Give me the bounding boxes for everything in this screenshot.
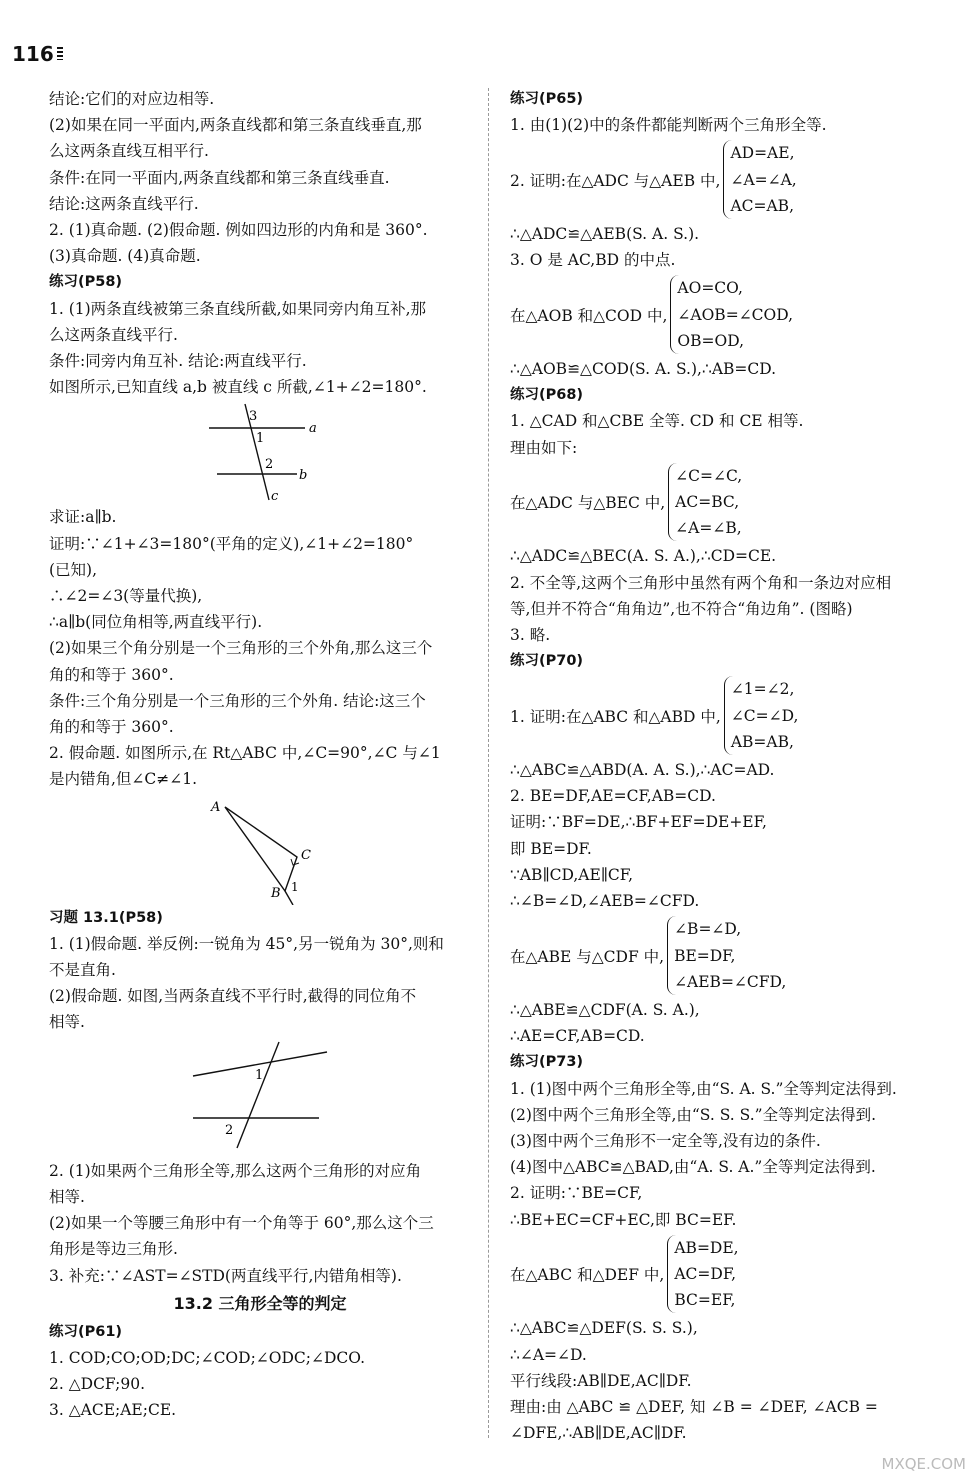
text-line: ∴∠A=∠D. [510, 1345, 587, 1364]
exercise-heading: 练习(P61) [49, 1323, 123, 1340]
exercise-heading: 练习(P70) [510, 653, 584, 670]
brace-row: AC=AB, [730, 196, 795, 215]
watermark: MXQE.COM [881, 1455, 966, 1473]
label-b: b [299, 468, 308, 484]
exercise-heading: 练习(P65) [510, 91, 584, 107]
text-line: (已知), [49, 560, 98, 579]
brace-row: ∠B=∠D, [674, 920, 742, 939]
brace-row: ∠1=∠2, [730, 680, 795, 699]
transversal [237, 1042, 279, 1148]
text-line: 理由:由 △ABC ≌ △DEF, 知 ∠B = ∠DEF, ∠ACB = [510, 1397, 878, 1416]
text-line: ∴△ABC≌△ABD(A. A. S.),∴AC=AD. [510, 761, 775, 780]
text-line: 是内错角,但∠C≠∠1. [49, 770, 198, 789]
text-line: 结论:这两条直线平行. [49, 194, 199, 213]
exercise-heading: 习题 13.1(P58) [49, 909, 163, 926]
text-line: 条件:三个角分别是一个三角形的三个外角. 结论:这三个 [49, 691, 426, 710]
text-line: 1. △CAD 和△CBE 全等. CD 和 CE 相等. [510, 412, 804, 431]
text-line: 2. BE=DF,AE=CF,AB=CD. [510, 787, 716, 806]
brace-system [510, 463, 930, 542]
text-line: 相等. [49, 1013, 85, 1032]
section-title: 13.2 三角形全等的判定 [173, 1293, 347, 1313]
brace-row: AD=AE, [730, 144, 795, 163]
brace-row: OB=OD, [677, 331, 745, 350]
text-line: 角形是等边三角形. [49, 1240, 178, 1259]
column-divider [488, 88, 489, 1438]
exercise-heading: 练习(P68) [510, 387, 584, 404]
exercise-heading: 练习(P73) [510, 1054, 584, 1071]
label-angle-2: 2 [225, 1122, 234, 1138]
label-angle-1: 1 [291, 879, 299, 894]
brace-rows [724, 676, 799, 755]
brace-system [510, 275, 930, 354]
brace-row: AO=CO, [677, 279, 743, 298]
text-line: 相等. [49, 1187, 85, 1206]
text-line: 么这两条直线平行. [49, 325, 178, 344]
text-line: ∴BE+EC=CF+EC,即 BC=EF. [510, 1210, 737, 1229]
text-line: ∠DFE,∴AB∥DE,AC∥DF. [510, 1424, 687, 1443]
text-line: 平行线段:AB∥DE,AC∥DF. [510, 1371, 692, 1390]
brace-row: AB=AB, [730, 732, 794, 751]
text-line: 条件:同旁内角互补. 结论:两直线平行. [49, 352, 307, 371]
text-line: ∴AE=CF,AB=CD. [510, 1027, 645, 1046]
brace-rows [667, 916, 786, 995]
right-column [510, 86, 930, 1446]
text-line: 3. O 是 AC,BD 的中点. [510, 251, 676, 270]
brace-rows [667, 1235, 738, 1314]
text-line: 证明:∵∠1+∠3=180°(平角的定义),∠1+∠2=180° [49, 534, 414, 553]
text-line: 2. (1)如果两个三角形全等,那么这两个三角形的对应角 [49, 1161, 422, 1180]
figure-right-triangle [49, 793, 471, 905]
figure-nonparallel-lines [49, 1036, 471, 1158]
label-angle-1: 1 [255, 1067, 264, 1083]
text-line: (2)假命题. 如图,当两条直线不平行时,截得的同位角不 [49, 987, 417, 1006]
label-angle-1: 1 [256, 431, 265, 447]
text-line: 2. 不全等,这两个三角形中虽然有两个角和一条边对应相 [510, 573, 892, 592]
text-line: 1. 由(1)(2)中的条件都能判断两个三角形全等. [510, 116, 827, 135]
brace-prefix: 在△ADC 与△BEC 中, [510, 494, 666, 513]
brace-row: ∠AEB=∠CFD, [674, 972, 787, 991]
left-column [49, 86, 471, 1424]
brace-row: AB=DE, [674, 1238, 739, 1257]
label-B: B [271, 885, 281, 901]
label-angle-2: 2 [265, 457, 274, 473]
brace-row: ∠C=∠C, [675, 466, 743, 485]
brace-row: ∠AOB=∠COD, [677, 305, 794, 324]
brace-row: AC=BC, [675, 493, 740, 512]
text-line: ∴△ABC≌△DEF(S. S. S.), [510, 1319, 698, 1338]
brace-row: BC=EF, [674, 1291, 736, 1310]
text-line: 等,但并不符合“角角边”,也不符合“角边角”. (图略) [510, 599, 853, 618]
brace-row: BE=DF, [674, 946, 736, 965]
text-line: 不是直角. [49, 961, 116, 980]
exercise-heading: 练习(P58) [49, 274, 123, 291]
text-line: (3)图中两个三角形不一定全等,没有边的条件. [510, 1131, 821, 1150]
brace-system [510, 140, 930, 219]
brace-row: AC=DF, [674, 1264, 737, 1283]
text-line: (3)真命题. (4)真命题. [49, 247, 201, 266]
text-line: ∵AB∥CD,AE∥CF, [510, 865, 634, 884]
text-line: 2. 假命题. 如图所示,在 Rt△ABC 中,∠C=90°,∠C 与∠1 [49, 744, 441, 763]
text-line: (2)如果一个等腰三角形中有一个角等于 60°,那么这个三 [49, 1214, 434, 1233]
brace-row: ∠A=∠B, [675, 519, 742, 538]
brace-prefix: 在△ABC 和△DEF 中, [510, 1266, 665, 1285]
text-line: (4)图中△ABC≌△BAD,由“A. S. A.”全等判定法得到. [510, 1158, 876, 1177]
text-line: ∴∠B=∠D,∠AEB=∠CFD. [510, 892, 700, 911]
brace-rows [723, 140, 796, 219]
text-line: 角的和等于 360°. [49, 718, 174, 737]
page-number-mark [57, 47, 63, 60]
page-number: 116 [12, 42, 63, 66]
brace-prefix: 2. 证明:在△ADC 与△AEB 中, [510, 171, 721, 190]
brace-system [510, 916, 930, 995]
text-line: 2. △DCF;90. [49, 1375, 145, 1394]
text-line: 1. (1)两条直线被第三条直线所截,如果同旁内角互补,那 [49, 299, 427, 318]
text-line: ∴∠2=∠3(等量代换), [49, 587, 203, 606]
figure-parallel-lines [49, 400, 471, 504]
label-C: C [301, 847, 311, 863]
text-line: 1. (1)图中两个三角形全等,由“S. A. S.”全等判定法得到. [510, 1079, 897, 1098]
label-A: A [211, 799, 221, 815]
text-line: 理由如下: [510, 438, 578, 457]
brace-row: ∠A=∠A, [730, 170, 797, 189]
text-line: 3. 略. [510, 626, 551, 645]
text-line: 2. 证明:∵BE=CF, [510, 1184, 643, 1203]
text-line: 如图所示,已知直线 a,b 被直线 c 所截,∠1+∠2=180°. [49, 378, 427, 397]
text-line: 3. △ACE;AE;CE. [49, 1401, 177, 1420]
text-line: 3. 补充:∵∠AST=∠STD(两直线平行,内错角相等). [49, 1266, 402, 1285]
text-line: 即 BE=DF. [510, 839, 592, 858]
brace-system [510, 676, 930, 755]
text-line: 么这两条直线互相平行. [49, 142, 209, 161]
triangle-abc [225, 807, 297, 891]
label-a: a [309, 421, 317, 437]
brace-prefix: 在△AOB 和△COD 中, [510, 306, 668, 325]
text-line: 求证:a∥b. [49, 508, 117, 527]
text-line: ∴△AOB≌△COD(S. A. S.),∴AB=CD. [510, 360, 777, 379]
text-line: ∴△ADC≌△AEB(S. A. S.). [510, 225, 700, 244]
text-line: 1. (1)假命题. 举反例:一锐角为 45°,另一锐角为 30°,则和 [49, 934, 444, 953]
label-c: c [271, 489, 279, 505]
brace-prefix: 在△ABE 与△CDF 中, [510, 947, 665, 966]
text-line: 1. COD;CO;OD;DC;∠COD;∠ODC;∠DCO. [49, 1348, 365, 1367]
brace-system [510, 1235, 930, 1314]
text-line: ∴△ADC≌△BEC(A. S. A.),∴CD=CE. [510, 547, 777, 566]
text-line: (2)如果三个角分别是一个三角形的三个外角,那么这三个 [49, 639, 433, 658]
label-angle-3: 3 [249, 409, 258, 425]
brace-row: ∠C=∠D, [730, 706, 799, 725]
text-line: 证明:∵BF=DE,∴BF+EF=DE+EF, [510, 813, 767, 832]
text-line: 角的和等于 360°. [49, 665, 174, 684]
text-line: ∴a∥b(同位角相等,两直线平行). [49, 613, 263, 632]
text-line: 结论:它们的对应边相等. [49, 90, 215, 108]
brace-rows [670, 275, 793, 354]
brace-prefix: 1. 证明:在△ABC 和△ABD 中, [510, 707, 721, 726]
text-line: (2)图中两个三角形全等,由“S. S. S.”全等判定法得到. [510, 1105, 876, 1124]
brace-rows [668, 463, 742, 542]
text-line: ∴△ABE≌△CDF(A. S. A.), [510, 1000, 700, 1019]
text-line: (2)如果在同一平面内,两条直线都和第三条直线垂直,那 [49, 116, 422, 135]
text-line: 2. (1)真命题. (2)假命题. 例如四边形的内角和是 360°. [49, 221, 428, 240]
text-line: 条件:在同一平面内,两条直线都和第三条直线垂直. [49, 168, 390, 187]
